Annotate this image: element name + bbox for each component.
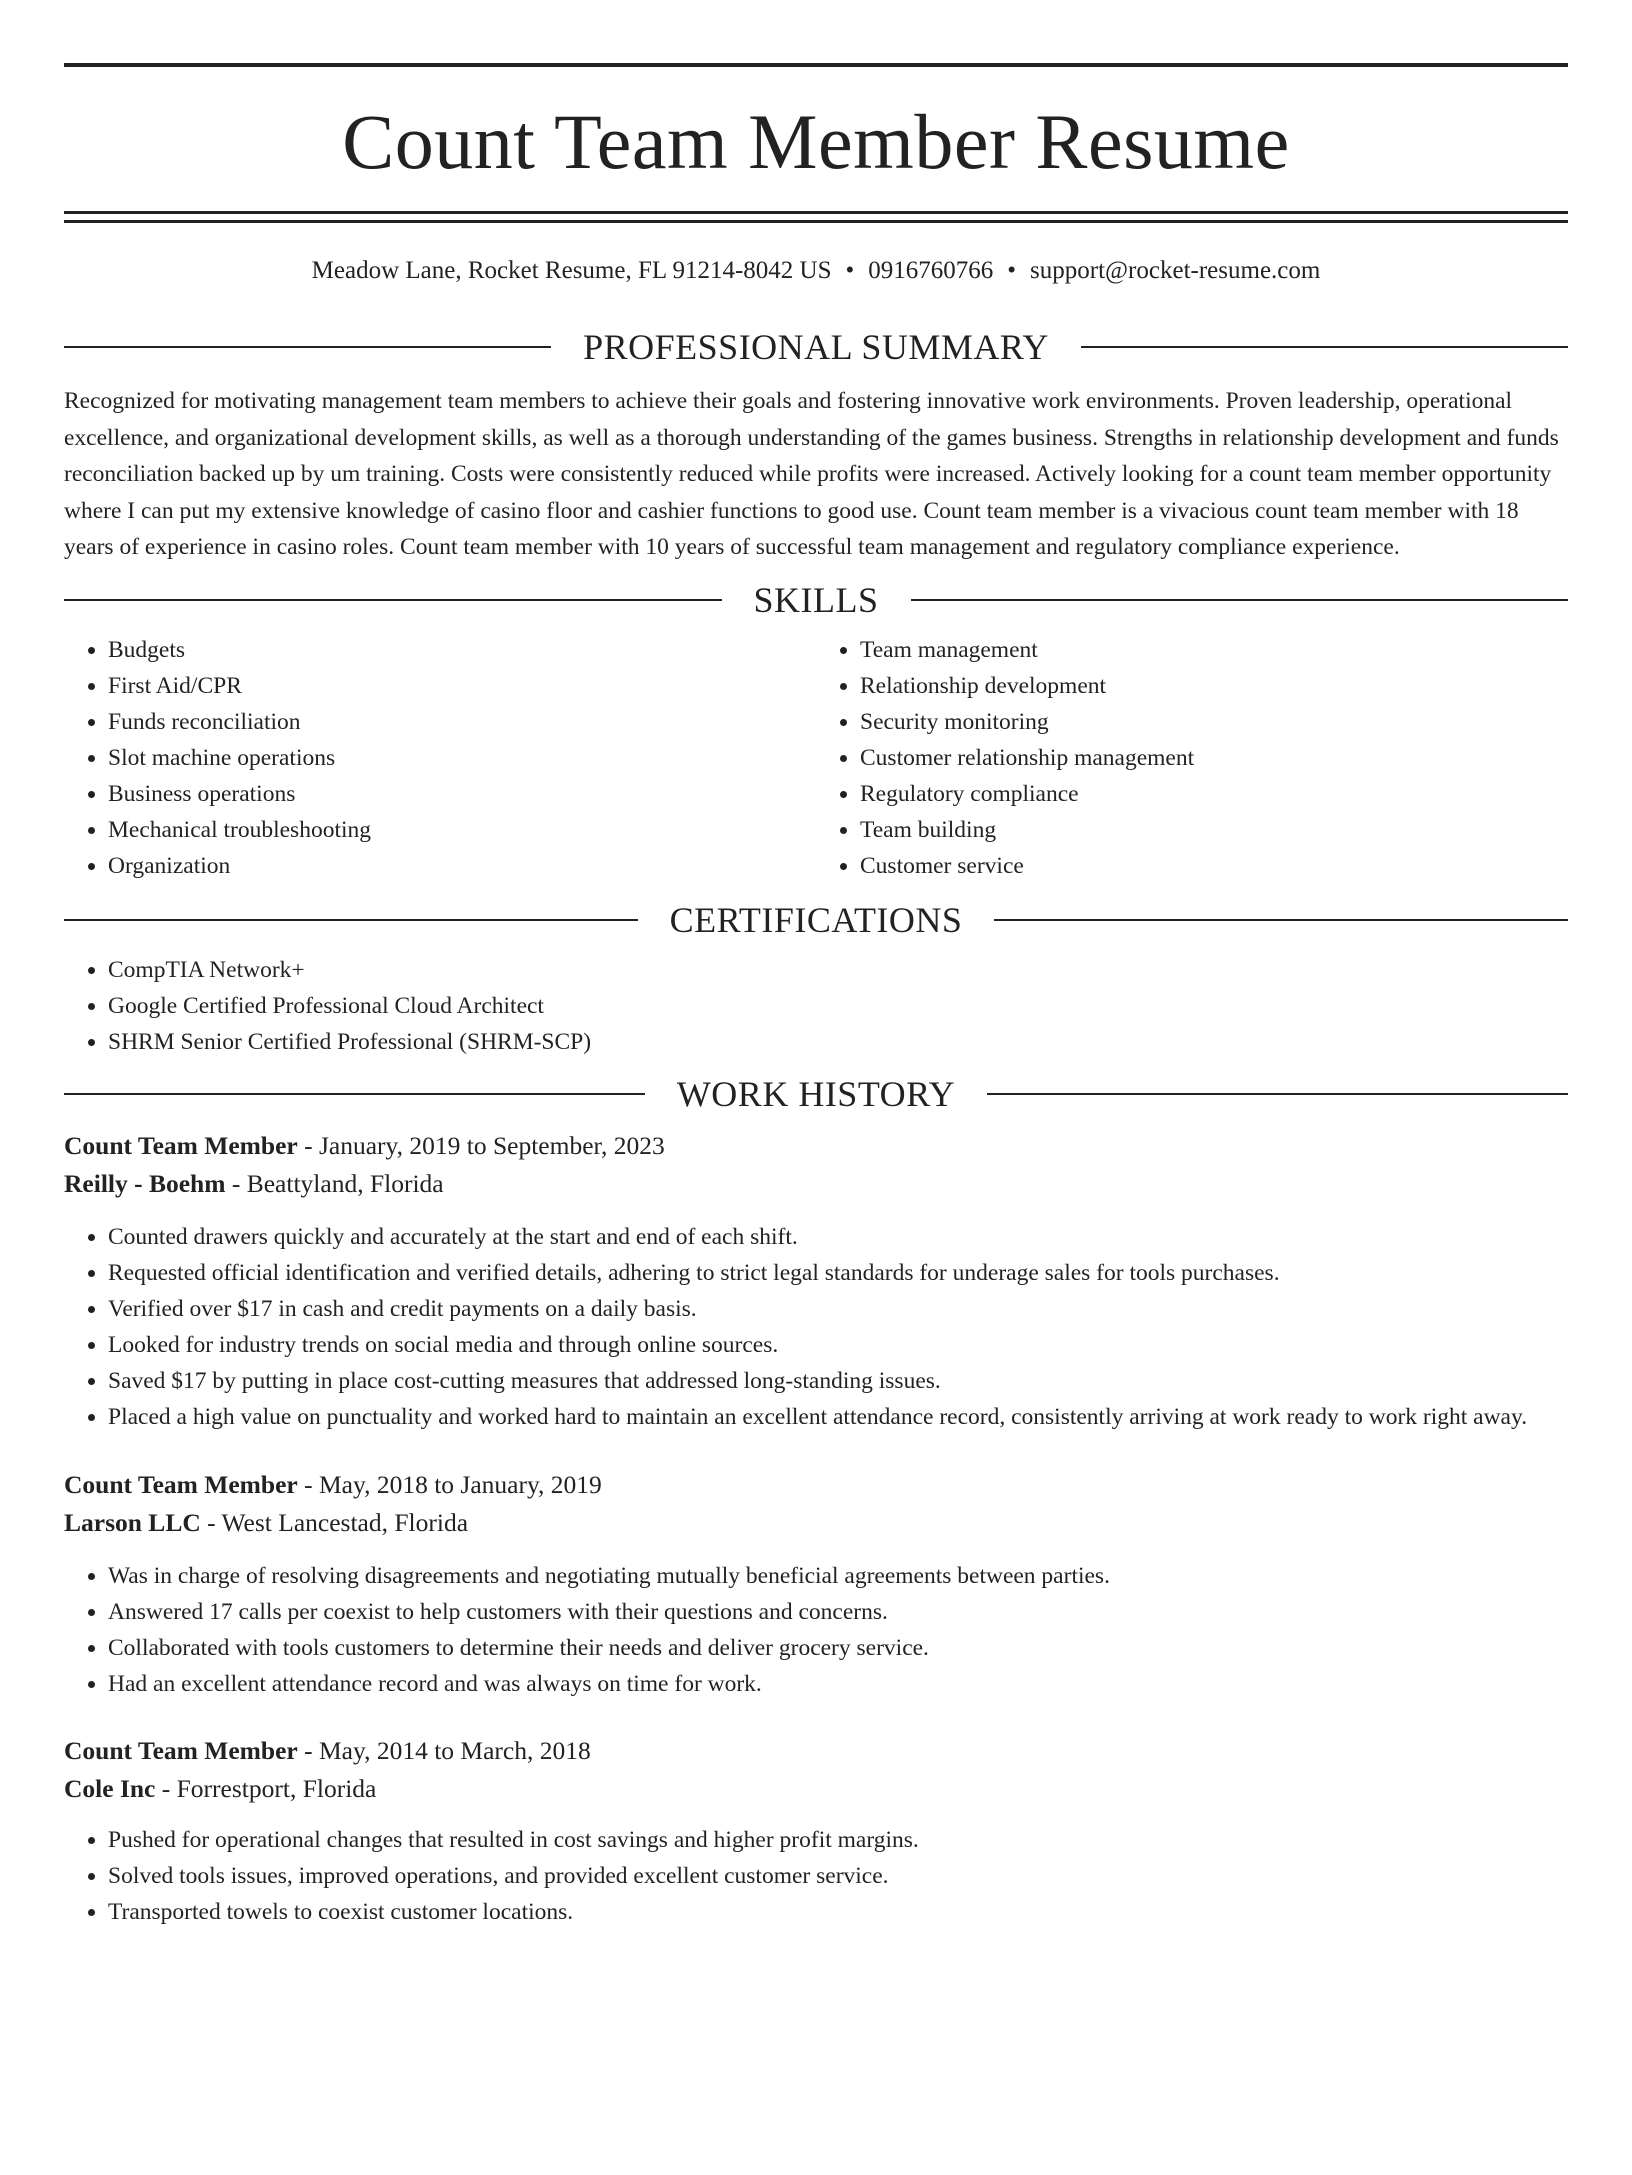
section-rule [994, 919, 1568, 921]
job-company-line: Larson LLC - West Lancestad, Florida [64, 1507, 469, 1537]
job-entry [64, 1732, 1568, 1930]
skill-item: • Mechanical troubleshooting [108, 812, 816, 848]
job-company: Reilly - Boehm [64, 1168, 226, 1198]
summary-text: Recognized for motivating management team members to achieve their goals and fostering innovative work environments. Proven leadership, operational excellence, and organizational development skills, as well as a thorough understanding of the games business. Strengths in relationship development and funds reconciliation backed up by um training. Costs were consistently reduced while profits were increased. Actively looking for a count team member opportunity where I can put my extensive knowledge of casino floor and cashier functions to good use. Count team member is a vivacious count team member with 18 years of experience in casino roles. Count team member with 10 years of successful team management and regulatory compliance experience. [64, 388, 1559, 560]
job-bullets [64, 1558, 1568, 1702]
contact-email: support@rocket-resume.com [1030, 257, 1321, 284]
job-company-line: Reilly - Boehm - Beattyland, Florida [64, 1168, 444, 1198]
skill-item: • Customer service [860, 848, 1568, 884]
job-entry [64, 1466, 1568, 1702]
summary-section-header [64, 327, 1568, 367]
job-bullet: • Placed a high value on punctuality and worked hard to maintain an excellent attendance record, consistently arriving at work ready to work right away. [108, 1399, 1568, 1436]
job-bullet: • Had an excellent attendance record and was always on time for work. [108, 1666, 1568, 1702]
contact-line [64, 256, 1568, 286]
job-company-line: Cole Inc - Forrestport, Florida [64, 1773, 377, 1803]
job-bullet: • Was in charge of resolving disagreements and negotiating mutually beneficial agreements between parties. [108, 1558, 1568, 1594]
page-title: Count Team Member Resume [342, 98, 1290, 185]
skill-item: • Team management [860, 632, 1568, 668]
skill-item: • Security monitoring [860, 704, 1568, 740]
job-bullet: • Solved tools issues, improved operations, and provided excellent customer service. [108, 1858, 1568, 1894]
certifications-heading: CERTIFICATIONS [669, 899, 963, 940]
skill-item: • Slot machine operations [108, 740, 816, 776]
job-dates: May, 2018 to January, 2019 [318, 1469, 602, 1499]
contact-separator: • [845, 257, 855, 284]
section-rule [1081, 346, 1568, 348]
certification-item: • Google Certified Professional Cloud Architect [108, 988, 1568, 1024]
contact-separator: • [1007, 257, 1017, 284]
section-rule [64, 599, 722, 601]
job-location: Beattyland, Florida [246, 1168, 444, 1198]
job-bullet: • Looked for industry trends on social media and through online sources. [108, 1327, 1568, 1363]
job-dates: January, 2019 to September, 2023 [318, 1130, 665, 1160]
skills-list-right [816, 632, 1568, 884]
contact-address: Meadow Lane, Rocket Resume, FL 91214-8042 US [311, 257, 832, 284]
summary-heading: PROFESSIONAL SUMMARY [583, 327, 1049, 367]
job-title: Count Team Member [64, 1469, 298, 1499]
skill-item: • Business operations [108, 776, 816, 812]
skills-grid [64, 632, 1568, 884]
job-dates: May, 2014 to March, 2018 [318, 1735, 591, 1765]
job-bullet: • Requested official identification and verified details, adhering to strict legal standards for underage sales for tools purchases. [108, 1255, 1568, 1291]
certification-item: • CompTIA Network+ [108, 952, 1568, 988]
job-bullet: • Counted drawers quickly and accurately at the start and end of each shift. [108, 1219, 1568, 1255]
certifications-list [64, 952, 1568, 1060]
certification-item: • SHRM Senior Certified Professional (SHRM-SCP) [108, 1024, 1568, 1060]
job-bullet: • Transported towels to coexist customer locations. [108, 1894, 1568, 1930]
skills-heading: SKILLS [753, 579, 879, 620]
title-double-rule [64, 211, 1568, 223]
skill-item: • Customer relationship management [860, 740, 1568, 776]
job-company: Cole Inc [64, 1773, 156, 1803]
skill-item: • Organization [108, 848, 816, 884]
job-title-line: Count Team Member - January, 2019 to September, 2023 [64, 1130, 665, 1160]
work-section-header [64, 1074, 1568, 1114]
skills-list-left [64, 632, 816, 884]
job-location: Forrestport, Florida [176, 1773, 377, 1803]
work-heading: WORK HISTORY [676, 1073, 956, 1114]
job-location: West Lancestad, Florida [221, 1507, 469, 1537]
section-rule [64, 346, 551, 348]
section-rule [987, 1093, 1568, 1095]
certifications-section-header [64, 900, 1568, 940]
contact-phone: 0916760766 [868, 257, 994, 284]
job-title: Count Team Member [64, 1130, 298, 1160]
skill-item: • Funds reconciliation [108, 704, 816, 740]
job-title-line: Count Team Member - May, 2014 to March, 2018 [64, 1735, 591, 1765]
skills-section-header [64, 580, 1568, 620]
job-bullet: • Answered 17 calls per coexist to help customers with their questions and concerns. [108, 1594, 1568, 1630]
skill-item: • Budgets [108, 632, 816, 668]
job-bullet: • Pushed for operational changes that resulted in cost savings and higher profit margins. [108, 1822, 1568, 1858]
section-rule [911, 599, 1569, 601]
job-title-line: Count Team Member - May, 2018 to January, 2019 [64, 1469, 602, 1499]
section-rule [64, 1093, 645, 1095]
job-bullet: • Verified over $17 in cash and credit payments on a daily basis. [108, 1291, 1568, 1327]
job-bullets [64, 1822, 1568, 1930]
job-title: Count Team Member [64, 1735, 298, 1765]
skill-item: • Team building [860, 812, 1568, 848]
skill-item: • Regulatory compliance [860, 776, 1568, 812]
job-entry [64, 1127, 1568, 1436]
job-bullet: • Collaborated with tools customers to determine their needs and deliver grocery service. [108, 1630, 1568, 1666]
skill-item: • First Aid/CPR [108, 668, 816, 704]
resume-page [64, 63, 1568, 1930]
job-company: Larson LLC [64, 1507, 201, 1537]
section-rule [64, 919, 638, 921]
skill-item: • Relationship development [860, 668, 1568, 704]
job-bullets [64, 1219, 1568, 1436]
job-bullet: • Saved $17 by putting in place cost-cutting measures that addressed long-standing issues. [108, 1363, 1568, 1399]
